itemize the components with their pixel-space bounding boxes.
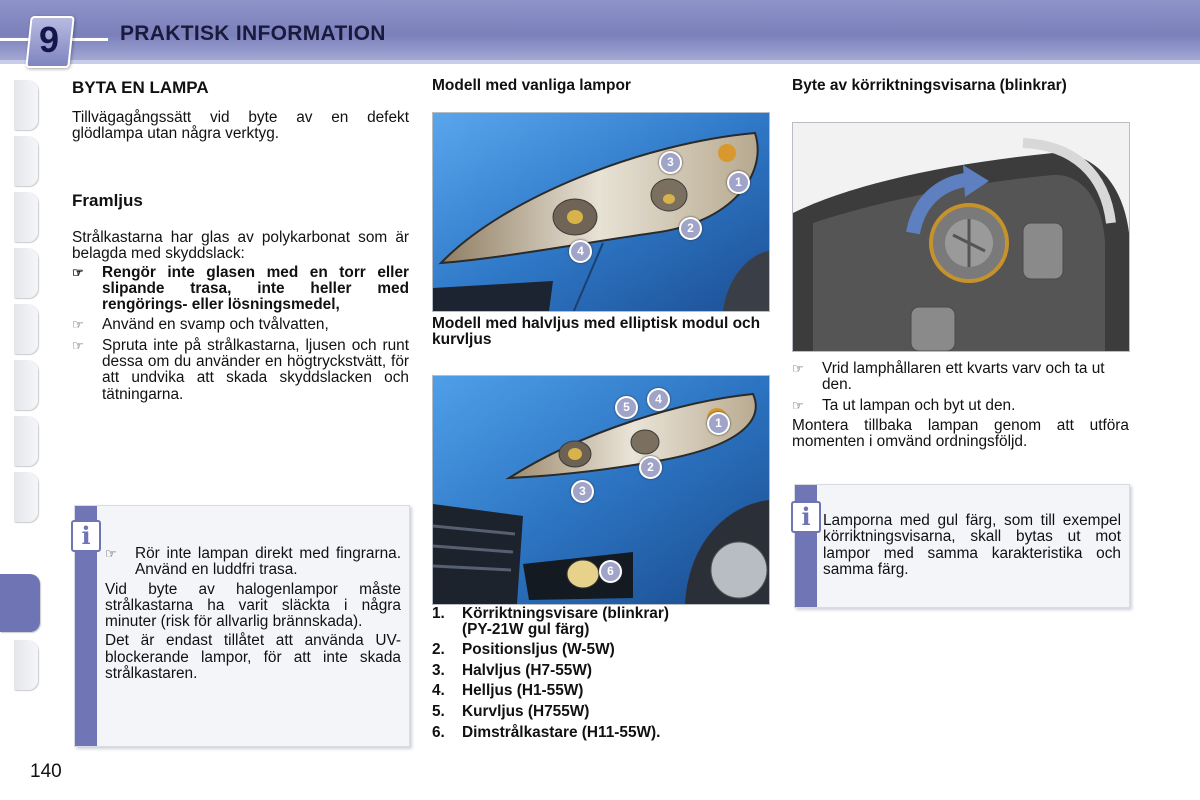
bullet-item [72,338,409,403]
bullet-text: Spruta inte på strålkastarna, ljusen och runt dessa om du använder en högtryckstvätt, för att undvika att skada skyddslacken och tätningarna. [102,336,409,403]
chapter-tab[interactable] [14,192,38,242]
info-icon: i [791,501,821,533]
info-paragraph: Det är endast tillåtet att använda UV-blockerande lampor, för att inte skada strålkastaren. [105,632,401,683]
body-text: Strålkastarna har glas av polykarbonat som är belagda med skyddslack: [72,229,409,263]
chapter-tab[interactable] [14,472,38,522]
bullet-item [72,265,409,314]
bullet-text: Rengör inte glasen med en torr eller slipande trasa, inte heller med rengörings- eller lösningsmedel, [102,263,409,314]
headlight-photo-standard [432,112,770,312]
header-stripe [0,60,1200,64]
chapter-tab[interactable] [14,248,38,298]
headlight-illustration [433,113,769,311]
pointing-hand-icon: ☞ [792,397,804,413]
info-box [794,484,1130,608]
bullet-item [792,361,1129,394]
indicator-instructions [792,361,1129,450]
chapter-tab[interactable] [14,360,38,410]
pointing-hand-icon: ☞ [72,337,84,353]
info-box [74,505,410,747]
chapter-tabs [0,80,42,720]
chapter-title: PRAKTISK INFORMATION [120,22,386,45]
callout-badge: 4 [569,240,592,263]
bullet-item [105,546,401,579]
intro-text: Tillvägagångssätt vid byte av en defekt glödlampa utan några verktyg. [72,109,409,143]
bullet-text: Vrid lamphållaren ett kvarts varv och ta ut den. [822,360,1105,394]
chapter-tab[interactable] [14,80,38,130]
bullet-item [72,317,409,333]
section-heading: Byte av körriktningsvisarna (blinkrar) [792,77,1067,94]
pointing-hand-icon: ☞ [72,317,84,333]
callout-badge: 3 [659,151,682,174]
model-heading: Modell med vanliga lampor [432,77,631,94]
bullet-text: Rör inte lampan direkt med fingrarna. Använd en luddfri trasa. [135,545,401,579]
chapter-tab-active[interactable] [0,574,40,632]
chapter-number: 9 [38,19,60,60]
callout-badge: 5 [615,396,638,419]
info-paragraph: Vid byte av halogenlampor måste strålkastarna ha varit släckta i några minuter (risk för allvarlig brännskada). [105,580,401,631]
info-text: Lamporna med gul färg, som till exempel körriktningsvisarna, skall bytas ut mot lampor med samma karakteristika och samma färg. [823,512,1121,578]
care-instructions [72,230,409,403]
chapter-tab[interactable] [14,416,38,466]
section-heading: BYTA EN LAMPA [72,78,209,97]
info-icon: i [71,520,101,552]
pointing-hand-icon: ☞ [72,264,84,280]
pointing-hand-icon: ☞ [792,361,804,376]
headlight-photo-elliptic [432,375,770,605]
callout-badge: 3 [571,480,594,503]
callout-badge: 2 [639,456,662,479]
callout-badge: 4 [647,388,670,411]
bullet-text: Ta ut lampan och byt ut den. [822,396,1016,414]
chapter-tab[interactable] [14,640,38,690]
pointing-hand-icon: ☞ [105,546,117,561]
callout-badge: 1 [707,412,730,435]
chapter-tab[interactable] [14,304,38,354]
callout-badge: 6 [599,560,622,583]
lamp-holder-illustration [793,123,1129,351]
callout-badge: 2 [679,217,702,240]
body-text: Montera tillbaka lampan genom att utföra momenten i omvänd ordningsföljd. [792,416,1129,451]
indicator-photo [792,122,1130,352]
model-heading: Modell med halvljus med elliptisk modul och kurvljus [432,315,761,349]
info-text [105,546,401,682]
subheading-framljus: Framljus [72,191,143,210]
bullet-text: Använd en svamp och tvålvatten, [102,316,329,334]
page-number: 140 [30,761,62,782]
callout-badge: 1 [727,171,750,194]
bullet-item [792,398,1129,414]
chapter-tab[interactable] [14,136,38,186]
